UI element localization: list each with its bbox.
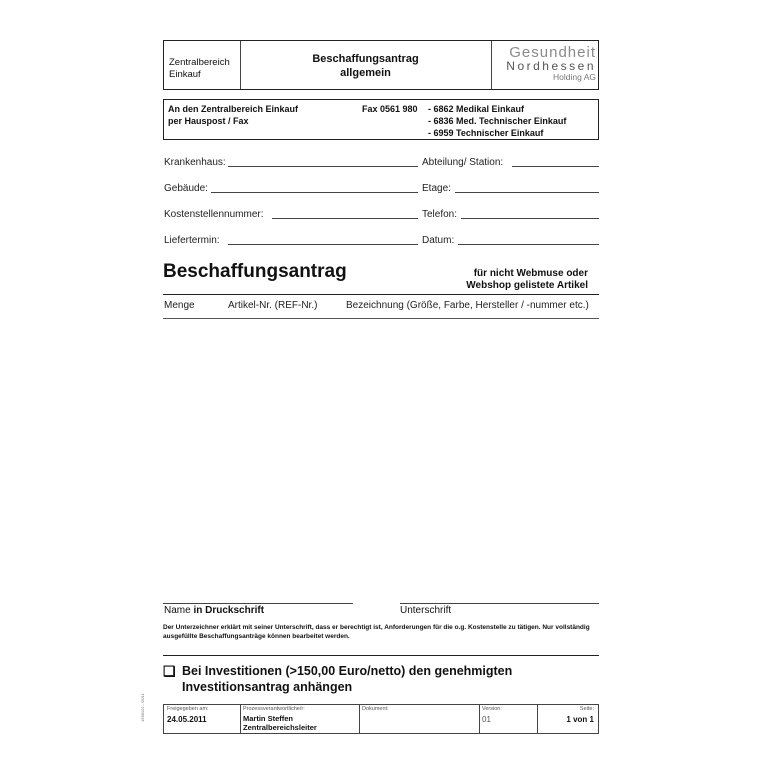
gebaeude-label: Gebäude: xyxy=(164,183,208,194)
liefertermin-label: Liefertermin: xyxy=(164,235,220,246)
etage-label: Etage: xyxy=(422,183,451,194)
footer-table xyxy=(163,704,599,734)
items-area[interactable] xyxy=(163,320,599,598)
signature-field[interactable] xyxy=(400,603,599,604)
telefon-label: Telefon: xyxy=(422,209,458,220)
checkbox-icon[interactable]: ❑ xyxy=(163,663,176,679)
footer-divider xyxy=(240,705,241,733)
version-value: 01 xyxy=(482,715,491,724)
seite-label: Seite: xyxy=(579,706,594,712)
prozess-label: Prozessverantwortliche/r: xyxy=(243,706,305,712)
name-field[interactable] xyxy=(163,603,353,604)
signature-label: Unterschrift xyxy=(400,605,452,616)
disclaimer: Der Unterzeichner erklärt mit seiner Unterschrift, dass er berechtigt ist, Anforderungen für die o.g. Kostenstelle zu tätigen. Nur vollständig ausgefüllte Beschaffungsanträge können bearbeitet werden. xyxy=(163,624,590,640)
fax-label: Fax 0561 980 xyxy=(362,104,418,114)
kostenstelle-label: Kostenstellennummer: xyxy=(164,209,264,220)
col-bezeichnung: Bezeichnung (Größe, Farbe, Hersteller / -nummer etc.) xyxy=(346,300,589,311)
etage-field[interactable] xyxy=(455,192,599,193)
col-menge: Menge xyxy=(164,300,195,311)
krankenhaus-field[interactable] xyxy=(228,166,418,167)
freigegeben-value: 24.05.2011 xyxy=(167,715,207,724)
liefertermin-field[interactable] xyxy=(228,244,418,245)
datum-label: Datum: xyxy=(422,235,455,246)
seite-value: 1 von 1 xyxy=(566,715,594,724)
header-box xyxy=(163,40,599,90)
freigegeben-label: Freigegeben am: xyxy=(167,706,209,712)
abteilung-field[interactable] xyxy=(512,166,599,167)
name-label: Name in Druckschrift xyxy=(164,605,265,616)
form-title: Beschaffungsantrag allgemein xyxy=(312,53,419,79)
side-code: 1568102 - 05/11 xyxy=(140,693,145,722)
footer-divider xyxy=(359,705,360,733)
section-rule xyxy=(163,294,599,295)
version-label: Version: xyxy=(482,706,502,712)
address-box xyxy=(163,99,599,140)
dokument-label: Dokument: xyxy=(362,706,389,712)
section-note: für nicht Webmuse oder Webshop gelistete Artikel xyxy=(466,268,588,291)
kostenstelle-field[interactable] xyxy=(272,218,418,219)
investment-note: Bei Investitionen (>150,00 Euro/netto) den genehmigten Investitionsantrag anhängen xyxy=(182,664,513,694)
prozess-value: Martin Steffen Zentralbereichsleiter xyxy=(243,714,317,732)
columns-rule xyxy=(163,318,599,319)
section-title: Beschaffungsantrag xyxy=(163,261,347,282)
footer-divider xyxy=(479,705,480,733)
investment-rule xyxy=(163,655,599,656)
company-logo: Gesundheit Nordhessen Holding AG xyxy=(506,44,596,82)
abteilung-label: Abteilung/ Station: xyxy=(422,157,504,168)
recipient: An den Zentralbereich Einkauf per Hauspost / Fax xyxy=(168,104,299,126)
department-label: Zentralbereich Einkauf xyxy=(169,57,230,80)
telefon-field[interactable] xyxy=(461,218,599,219)
col-artikel: Artikel-Nr. (REF-Nr.) xyxy=(228,300,318,311)
krankenhaus-label: Krankenhaus: xyxy=(164,157,226,168)
footer-divider xyxy=(537,705,538,733)
gebaeude-field[interactable] xyxy=(211,192,418,193)
fax-numbers: - 6862 Medikal Einkauf - 6836 Med. Technischer Einkauf - 6959 Technischer Einkauf xyxy=(428,104,567,138)
datum-field[interactable] xyxy=(458,244,599,245)
